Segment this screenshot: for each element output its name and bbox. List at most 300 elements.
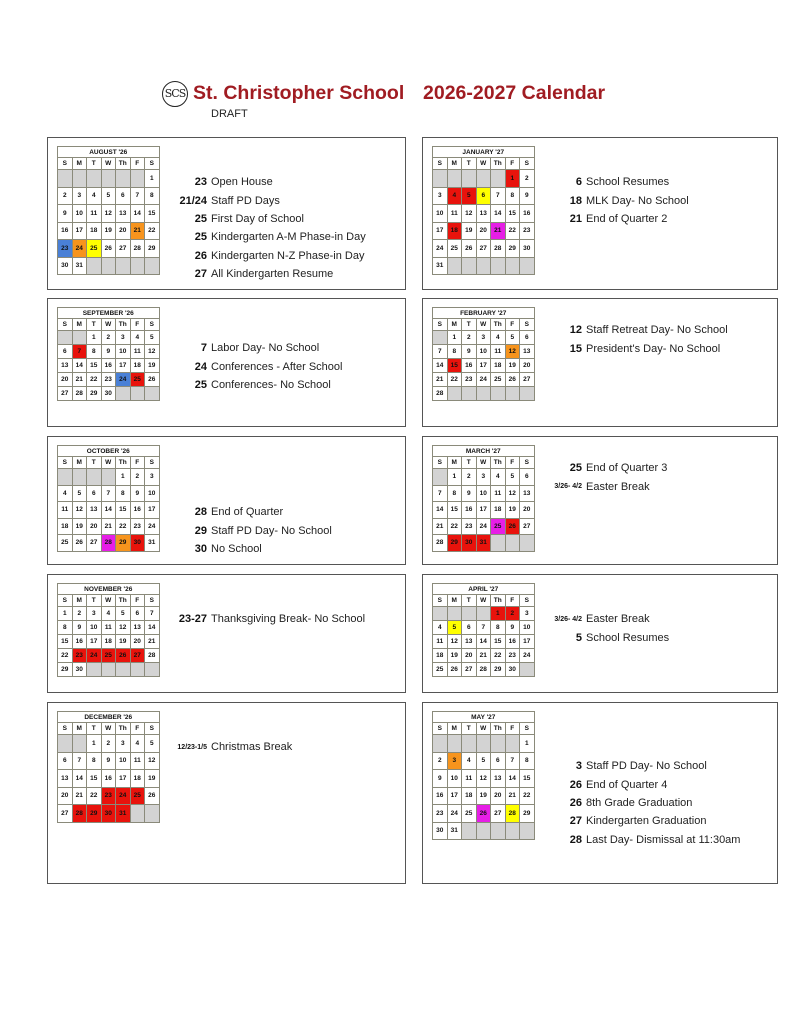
weekday-header: S	[433, 158, 448, 170]
weekday-header: M	[447, 595, 462, 607]
event-date: 23	[194, 176, 207, 189]
day-cell: 11	[491, 345, 506, 359]
day-cell: 6	[476, 187, 491, 205]
event-item	[423, 794, 777, 812]
event-date: 25	[194, 231, 207, 244]
day-cell: 13	[58, 770, 73, 788]
day-cell: 18	[130, 359, 145, 373]
weekday-header: T	[87, 723, 102, 735]
day-cell: 4	[462, 752, 477, 770]
empty-day-cell	[491, 535, 506, 552]
event-text: Conferences - After School	[211, 360, 343, 373]
day-cell: 28	[433, 535, 448, 552]
weekday-header: Th	[116, 457, 131, 469]
weekday-header: T	[462, 319, 477, 331]
day-cell: 26	[476, 805, 491, 823]
day-cell: 13	[462, 635, 477, 649]
day-cell: 25	[58, 535, 73, 552]
day-cell: 8	[58, 621, 73, 635]
day-cell: 24	[87, 649, 102, 663]
day-cell: 28	[72, 805, 87, 823]
day-cell: 1	[520, 735, 535, 753]
day-cell: 2	[505, 607, 520, 621]
day-cell: 17	[520, 635, 535, 649]
empty-day-cell	[520, 663, 535, 677]
empty-day-cell	[145, 805, 160, 823]
event-date: 3/26- 4/2	[554, 615, 582, 623]
weekday-header: W	[476, 595, 491, 607]
day-cell: 22	[145, 222, 160, 240]
event-date: 26	[569, 796, 582, 809]
day-cell: 30	[58, 257, 73, 275]
month-panel	[422, 298, 778, 427]
day-cell: 20	[462, 649, 477, 663]
day-cell: 16	[72, 635, 87, 649]
weekday-header: Th	[116, 319, 131, 331]
day-cell: 15	[447, 502, 462, 519]
day-cell: 24	[116, 787, 131, 805]
day-cell: 5	[145, 735, 160, 753]
day-cell: 17	[447, 787, 462, 805]
event-item	[48, 228, 405, 246]
day-cell: 24	[520, 649, 535, 663]
weekday-header: Th	[491, 595, 506, 607]
day-cell: 15	[116, 502, 131, 519]
day-cell: 24	[116, 373, 131, 387]
event-item	[423, 321, 777, 339]
empty-day-cell	[72, 469, 87, 486]
event-date: 25	[194, 378, 207, 391]
weekday-header: M	[447, 319, 462, 331]
day-cell: 29	[116, 535, 131, 552]
event-text: Kindergarten Graduation	[586, 815, 707, 828]
empty-day-cell	[520, 535, 535, 552]
day-cell: 31	[72, 257, 87, 275]
day-cell: 10	[87, 621, 102, 635]
day-cell: 8	[447, 485, 462, 502]
day-cell: 3	[145, 469, 160, 486]
weekday-header: F	[505, 158, 520, 170]
day-cell: 18	[433, 649, 448, 663]
event-item	[48, 265, 405, 283]
event-text: End of Quarter 2	[586, 212, 668, 225]
day-cell: 31	[447, 822, 462, 840]
weekday-header: F	[130, 723, 145, 735]
day-cell: 6	[520, 469, 535, 486]
day-cell: 1	[58, 607, 73, 621]
event-item	[48, 540, 405, 558]
weekday-header: W	[101, 595, 116, 607]
day-cell: 9	[505, 621, 520, 635]
weekday-header: W	[101, 158, 116, 170]
weekday-header: T	[87, 158, 102, 170]
day-cell: 5	[145, 331, 160, 345]
day-cell: 13	[491, 770, 506, 788]
event-date: 24	[194, 360, 207, 373]
event-item	[423, 812, 777, 830]
day-cell: 7	[145, 607, 160, 621]
day-cell: 12	[505, 345, 520, 359]
event-date: 27	[194, 268, 207, 281]
day-cell: 20	[476, 222, 491, 240]
day-cell: 1	[491, 607, 506, 621]
event-item	[423, 775, 777, 793]
day-cell: 1	[447, 469, 462, 486]
event-item	[48, 339, 405, 357]
day-cell: 19	[505, 359, 520, 373]
weekday-header: W	[476, 457, 491, 469]
event-text: Labor Day- No School	[211, 342, 320, 355]
empty-day-cell	[145, 663, 160, 677]
weekday-header: M	[72, 158, 87, 170]
event-date: 12	[569, 324, 582, 337]
event-item	[48, 610, 405, 628]
event-date: 25	[569, 462, 582, 475]
event-text: Last Day- Dismissal at 11:30am	[586, 833, 741, 846]
day-cell: 30	[433, 822, 448, 840]
event-text: First Day of School	[211, 212, 304, 225]
day-cell: 20	[520, 359, 535, 373]
day-cell: 28	[101, 535, 116, 552]
day-cell: 10	[520, 621, 535, 635]
day-cell: 3	[476, 469, 491, 486]
day-cell: 15	[491, 635, 506, 649]
day-cell: 6	[520, 331, 535, 345]
day-cell: 2	[58, 187, 73, 205]
event-date: 30	[194, 542, 207, 555]
day-cell: 5	[505, 331, 520, 345]
empty-day-cell	[447, 735, 462, 753]
day-cell: 8	[447, 345, 462, 359]
day-cell: 25	[447, 240, 462, 258]
empty-day-cell	[58, 469, 73, 486]
weekday-header: W	[476, 723, 491, 735]
event-item	[48, 376, 405, 394]
empty-day-cell	[101, 469, 116, 486]
day-cell: 22	[58, 649, 73, 663]
day-cell: 1	[145, 170, 160, 188]
day-cell: 22	[87, 787, 102, 805]
day-cell: 20	[58, 787, 73, 805]
event-text: Kindergarten A-M Phase-in Day	[211, 231, 366, 244]
day-cell: 16	[130, 502, 145, 519]
day-cell: 15	[520, 770, 535, 788]
day-cell: 12	[447, 635, 462, 649]
event-date: 3/26- 4/2	[554, 483, 582, 491]
event-text: End of Quarter 3	[586, 462, 668, 475]
event-item	[48, 210, 405, 228]
day-cell: 9	[520, 187, 535, 205]
event-item	[423, 459, 777, 477]
day-cell: 28	[145, 649, 160, 663]
empty-day-cell	[491, 387, 506, 401]
day-cell: 11	[130, 752, 145, 770]
event-text: Staff PD Day- No School	[211, 524, 332, 537]
day-cell: 5	[116, 607, 131, 621]
month-name: SEPTEMBER '26	[58, 308, 160, 319]
day-cell: 7	[130, 187, 145, 205]
day-cell: 9	[101, 345, 116, 359]
day-cell: 21	[101, 518, 116, 535]
day-cell: 3	[447, 752, 462, 770]
day-cell: 13	[130, 621, 145, 635]
day-cell: 1	[87, 735, 102, 753]
day-cell: 9	[72, 621, 87, 635]
day-cell: 27	[130, 649, 145, 663]
day-cell: 11	[87, 205, 102, 223]
day-cell: 5	[505, 469, 520, 486]
weekday-header: S	[520, 158, 535, 170]
day-cell: 23	[462, 518, 477, 535]
day-cell: 7	[505, 752, 520, 770]
weekday-header: M	[72, 457, 87, 469]
weekday-header: F	[505, 723, 520, 735]
day-cell: 16	[101, 770, 116, 788]
day-cell: 25	[491, 373, 506, 387]
draft-label: DRAFT	[211, 108, 248, 120]
day-cell: 28	[130, 240, 145, 258]
empty-day-cell	[433, 735, 448, 753]
day-cell: 28	[72, 387, 87, 401]
month-name: OCTOBER '26	[58, 446, 160, 457]
day-cell: 27	[520, 373, 535, 387]
empty-day-cell	[520, 387, 535, 401]
day-cell: 14	[101, 502, 116, 519]
month-calendar	[57, 711, 160, 823]
day-cell: 27	[58, 805, 73, 823]
day-cell: 20	[520, 502, 535, 519]
day-cell: 27	[116, 240, 131, 258]
event-item	[423, 831, 777, 849]
day-cell: 15	[145, 205, 160, 223]
day-cell: 29	[58, 663, 73, 677]
weekday-header: S	[520, 595, 535, 607]
event-text: End of Quarter 4	[586, 778, 668, 791]
event-item	[423, 210, 777, 228]
month-name: AUGUST '26	[58, 147, 160, 158]
day-cell: 1	[116, 469, 131, 486]
event-date: 26	[194, 249, 207, 262]
day-cell: 15	[58, 635, 73, 649]
month-panel	[47, 574, 406, 693]
day-cell: 12	[505, 485, 520, 502]
day-cell: 20	[130, 635, 145, 649]
day-cell: 8	[87, 345, 102, 359]
day-cell: 11	[101, 621, 116, 635]
month-panel	[47, 436, 406, 565]
empty-day-cell	[476, 735, 491, 753]
day-cell: 19	[145, 770, 160, 788]
month-panel	[422, 574, 778, 693]
weekday-header: T	[462, 723, 477, 735]
day-cell: 16	[520, 205, 535, 223]
day-cell: 23	[130, 518, 145, 535]
day-cell: 22	[447, 518, 462, 535]
day-cell: 15	[87, 359, 102, 373]
weekday-header: F	[130, 319, 145, 331]
day-cell: 19	[462, 222, 477, 240]
day-cell: 14	[505, 770, 520, 788]
event-text: MLK Day- No School	[586, 194, 689, 207]
day-cell: 1	[505, 170, 520, 188]
weekday-header: Th	[491, 158, 506, 170]
weekday-header: Th	[491, 457, 506, 469]
month-name: DECEMBER '26	[58, 712, 160, 723]
empty-day-cell	[505, 735, 520, 753]
day-cell: 5	[476, 752, 491, 770]
day-cell: 16	[58, 222, 73, 240]
month-name: MAY '27	[433, 712, 535, 723]
weekday-header: S	[145, 158, 160, 170]
day-cell: 30	[505, 663, 520, 677]
event-list	[48, 173, 405, 283]
day-cell: 20	[116, 222, 131, 240]
day-cell: 14	[433, 502, 448, 519]
event-list	[423, 757, 777, 849]
day-cell: 3	[72, 187, 87, 205]
day-cell: 17	[476, 359, 491, 373]
day-cell: 26	[72, 535, 87, 552]
empty-day-cell	[491, 735, 506, 753]
day-cell: 10	[116, 752, 131, 770]
day-cell: 5	[462, 187, 477, 205]
day-cell: 9	[58, 205, 73, 223]
day-cell: 8	[116, 485, 131, 502]
day-cell: 30	[101, 805, 116, 823]
day-cell: 18	[462, 787, 477, 805]
day-cell: 7	[72, 345, 87, 359]
event-text: Open House	[211, 176, 273, 189]
day-cell: 10	[72, 205, 87, 223]
day-cell: 25	[87, 240, 102, 258]
event-date: 6	[575, 176, 582, 189]
day-cell: 18	[87, 222, 102, 240]
empty-day-cell	[462, 387, 477, 401]
empty-day-cell	[101, 663, 116, 677]
event-list	[423, 173, 777, 228]
weekday-header: W	[476, 319, 491, 331]
day-cell: 29	[87, 387, 102, 401]
event-item	[423, 610, 777, 628]
day-cell: 5	[447, 621, 462, 635]
day-cell: 21	[433, 518, 448, 535]
weekday-header: F	[505, 457, 520, 469]
event-date: 5	[575, 631, 582, 644]
day-cell: 26	[505, 518, 520, 535]
day-cell: 30	[72, 663, 87, 677]
day-cell: 31	[433, 257, 448, 275]
day-cell: 9	[101, 752, 116, 770]
empty-day-cell	[505, 535, 520, 552]
day-cell: 10	[476, 485, 491, 502]
day-cell: 3	[476, 331, 491, 345]
event-item	[423, 191, 777, 209]
day-cell: 4	[433, 621, 448, 635]
day-cell: 27	[491, 805, 506, 823]
day-cell: 18	[491, 502, 506, 519]
day-cell: 27	[520, 518, 535, 535]
school-name: St. Christopher School	[193, 82, 405, 104]
day-cell: 24	[476, 373, 491, 387]
day-cell: 11	[491, 485, 506, 502]
day-cell: 25	[130, 373, 145, 387]
empty-day-cell	[87, 663, 102, 677]
day-cell: 3	[433, 187, 448, 205]
day-cell: 19	[447, 649, 462, 663]
day-cell: 14	[130, 205, 145, 223]
day-cell: 3	[87, 607, 102, 621]
weekday-header: S	[433, 723, 448, 735]
day-cell: 8	[505, 187, 520, 205]
day-cell: 4	[130, 735, 145, 753]
day-cell: 4	[447, 187, 462, 205]
day-cell: 4	[491, 331, 506, 345]
event-text: Staff PD Day- No School	[586, 760, 707, 773]
day-cell: 9	[433, 770, 448, 788]
weekday-header: Th	[116, 158, 131, 170]
weekday-header: S	[145, 723, 160, 735]
event-text: School Resumes	[586, 631, 670, 644]
day-cell: 22	[520, 787, 535, 805]
day-cell: 14	[145, 621, 160, 635]
day-cell: 29	[505, 240, 520, 258]
day-cell: 28	[476, 663, 491, 677]
day-cell: 8	[520, 752, 535, 770]
day-cell: 24	[433, 240, 448, 258]
day-cell: 26	[145, 373, 160, 387]
event-date: 21	[569, 212, 582, 225]
event-text: School Resumes	[586, 176, 670, 189]
day-cell: 29	[145, 240, 160, 258]
day-cell: 4	[130, 331, 145, 345]
day-cell: 12	[145, 752, 160, 770]
weekday-header: T	[87, 457, 102, 469]
day-cell: 19	[505, 502, 520, 519]
day-cell: 17	[476, 502, 491, 519]
empty-day-cell	[130, 805, 145, 823]
day-cell: 26	[462, 240, 477, 258]
day-cell: 28	[433, 387, 448, 401]
day-cell: 23	[433, 805, 448, 823]
event-text: 8th Grade Graduation	[586, 796, 693, 809]
empty-day-cell	[491, 257, 506, 275]
day-cell: 13	[58, 359, 73, 373]
weekday-header: T	[462, 158, 477, 170]
day-cell: 24	[145, 518, 160, 535]
day-cell: 12	[145, 345, 160, 359]
day-cell: 17	[87, 635, 102, 649]
weekday-header: S	[58, 595, 73, 607]
day-cell: 22	[116, 518, 131, 535]
day-cell: 17	[116, 770, 131, 788]
empty-day-cell	[462, 257, 477, 275]
day-cell: 8	[87, 752, 102, 770]
day-cell: 21	[145, 635, 160, 649]
day-cell: 2	[101, 735, 116, 753]
day-cell: 22	[491, 649, 506, 663]
day-cell: 24	[476, 518, 491, 535]
month-panel	[47, 137, 406, 290]
weekday-header: S	[520, 457, 535, 469]
day-cell: 21	[72, 787, 87, 805]
day-cell: 31	[476, 535, 491, 552]
day-cell: 17	[433, 222, 448, 240]
day-cell: 14	[476, 635, 491, 649]
day-cell: 27	[87, 535, 102, 552]
day-cell: 11	[447, 205, 462, 223]
weekday-header: M	[447, 158, 462, 170]
event-date: 23-27	[178, 613, 207, 626]
